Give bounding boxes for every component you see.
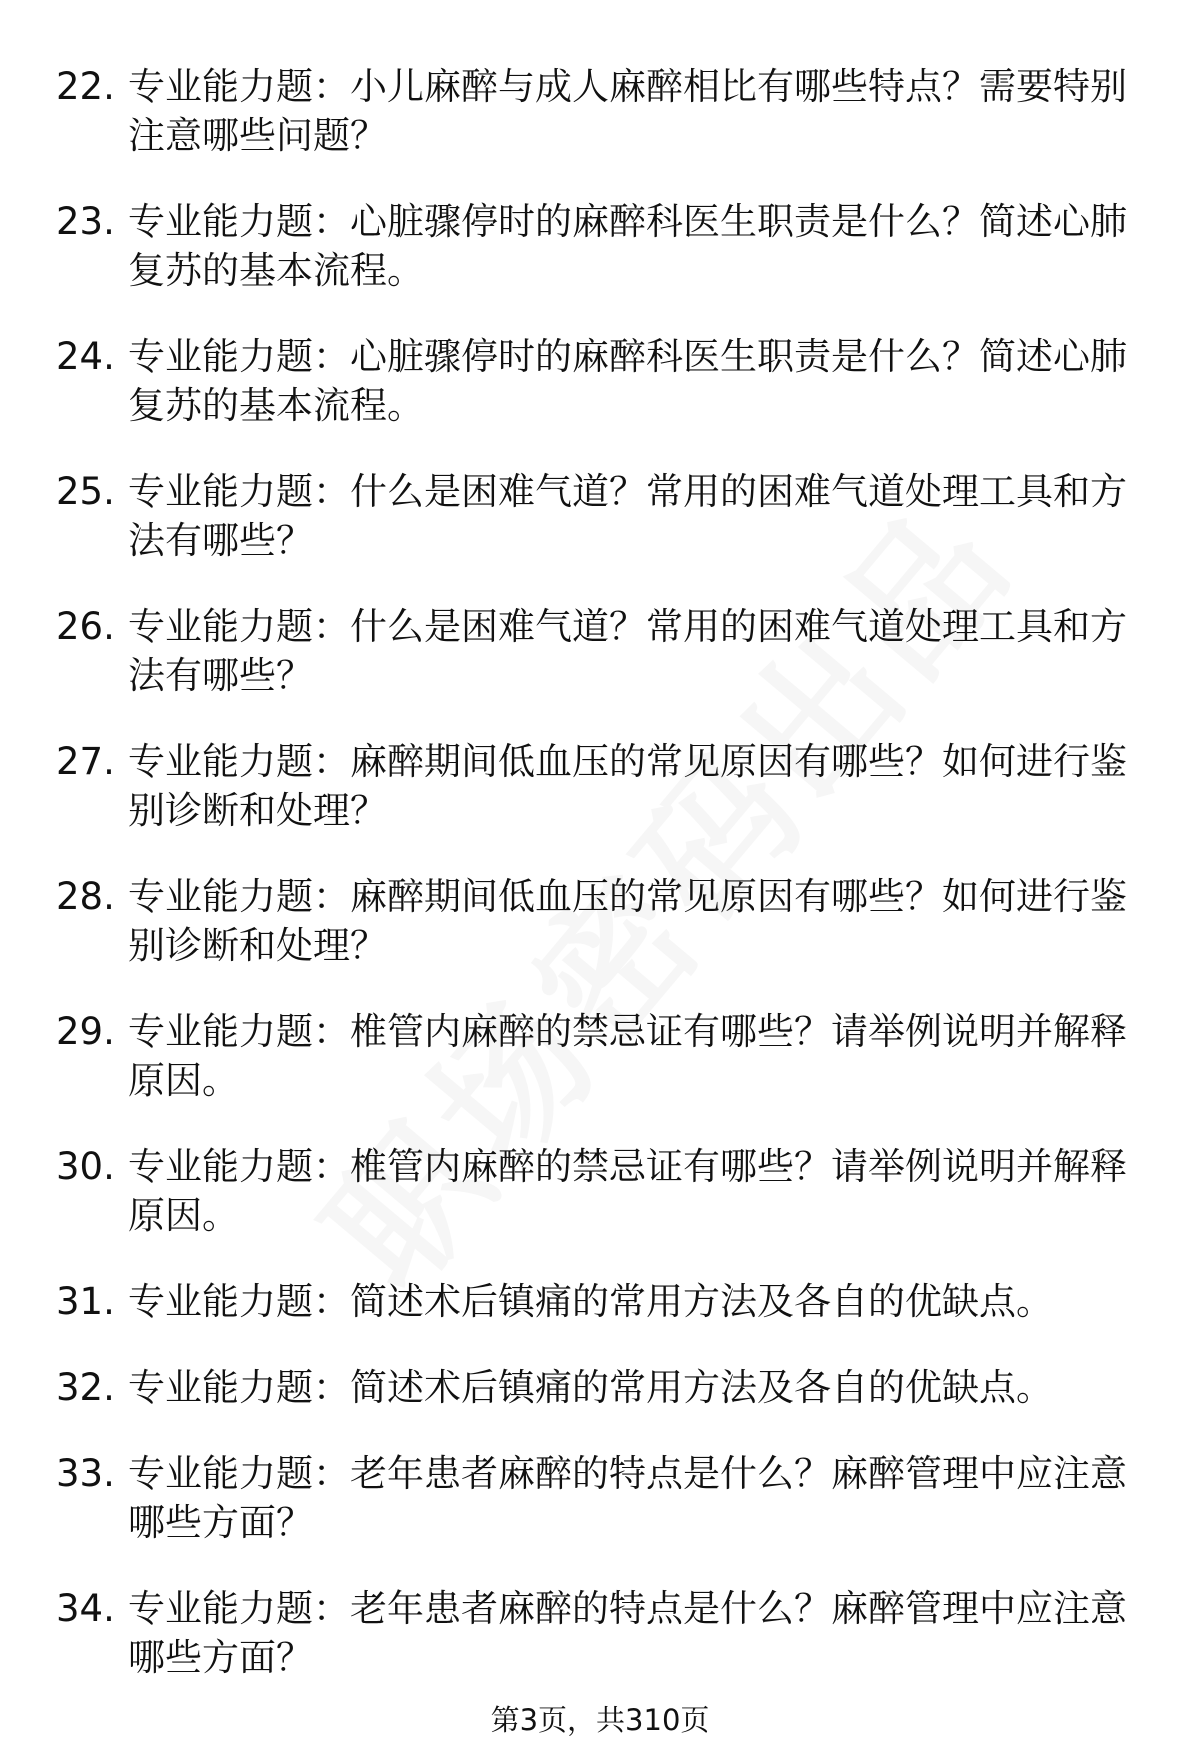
question-text: 专业能力题：老年患者麻醉的特点是什么？麻醉管理中应注意哪些方面？: [128, 1452, 1127, 1544]
question-item: [56, 872, 1156, 970]
question-number: 22.: [56, 65, 115, 108]
question-item: [56, 197, 1156, 295]
question-item: [56, 1449, 1156, 1547]
question-number: 34.: [56, 1587, 115, 1630]
question-number: 26.: [56, 605, 115, 648]
question-item: [56, 62, 1156, 160]
question-text: 专业能力题：心脏骤停时的麻醉科医生职责是什么？简述心肺复苏的基本流程。: [128, 335, 1127, 427]
question-number: 31.: [56, 1280, 115, 1323]
question-number: 33.: [56, 1452, 115, 1495]
question-item: [56, 602, 1156, 700]
question-number: 25.: [56, 470, 115, 513]
question-text: 专业能力题：椎管内麻醉的禁忌证有哪些？请举例说明并解释原因。: [128, 1010, 1127, 1102]
question-text: 专业能力题：麻醉期间低血压的常见原因有哪些？如何进行鉴别诊断和处理？: [128, 740, 1127, 832]
question-item: [56, 332, 1156, 430]
question-item: [56, 467, 1156, 565]
question-number: 23.: [56, 200, 115, 243]
question-text: 专业能力题：什么是困难气道？常用的困难气道处理工具和方法有哪些？: [128, 605, 1127, 697]
question-item: [56, 1277, 1156, 1326]
question-text: 专业能力题：麻醉期间低血压的常见原因有哪些？如何进行鉴别诊断和处理？: [128, 875, 1127, 967]
question-number: 24.: [56, 335, 115, 378]
question-number: 30.: [56, 1145, 115, 1188]
question-text: 专业能力题：什么是困难气道？常用的困难气道处理工具和方法有哪些？: [128, 470, 1127, 562]
question-text: 专业能力题：椎管内麻醉的禁忌证有哪些？请举例说明并解释原因。: [128, 1145, 1127, 1237]
question-number: 27.: [56, 740, 115, 783]
question-item: [56, 1363, 1156, 1412]
question-text: 专业能力题：老年患者麻醉的特点是什么？麻醉管理中应注意哪些方面？: [128, 1587, 1127, 1679]
question-item: [56, 1142, 1156, 1240]
question-text: 专业能力题：简述术后镇痛的常用方法及各自的优缺点。: [128, 1366, 1053, 1409]
question-number: 28.: [56, 875, 115, 918]
question-text: 专业能力题：简述术后镇痛的常用方法及各自的优缺点。: [128, 1280, 1053, 1323]
question-text: 专业能力题：心脏骤停时的麻醉科医生职责是什么？简述心肺复苏的基本流程。: [128, 200, 1127, 292]
question-number: 29.: [56, 1010, 115, 1053]
question-number: 32.: [56, 1366, 115, 1409]
question-text: 专业能力题：小儿麻醉与成人麻醉相比有哪些特点？需要特别注意哪些问题？: [128, 65, 1127, 157]
question-item: [56, 1007, 1156, 1105]
question-item: [56, 737, 1156, 835]
page-footer: 第3页，共310页: [490, 1703, 710, 1737]
question-list: [56, 62, 1156, 1719]
question-item: [56, 1584, 1156, 1682]
